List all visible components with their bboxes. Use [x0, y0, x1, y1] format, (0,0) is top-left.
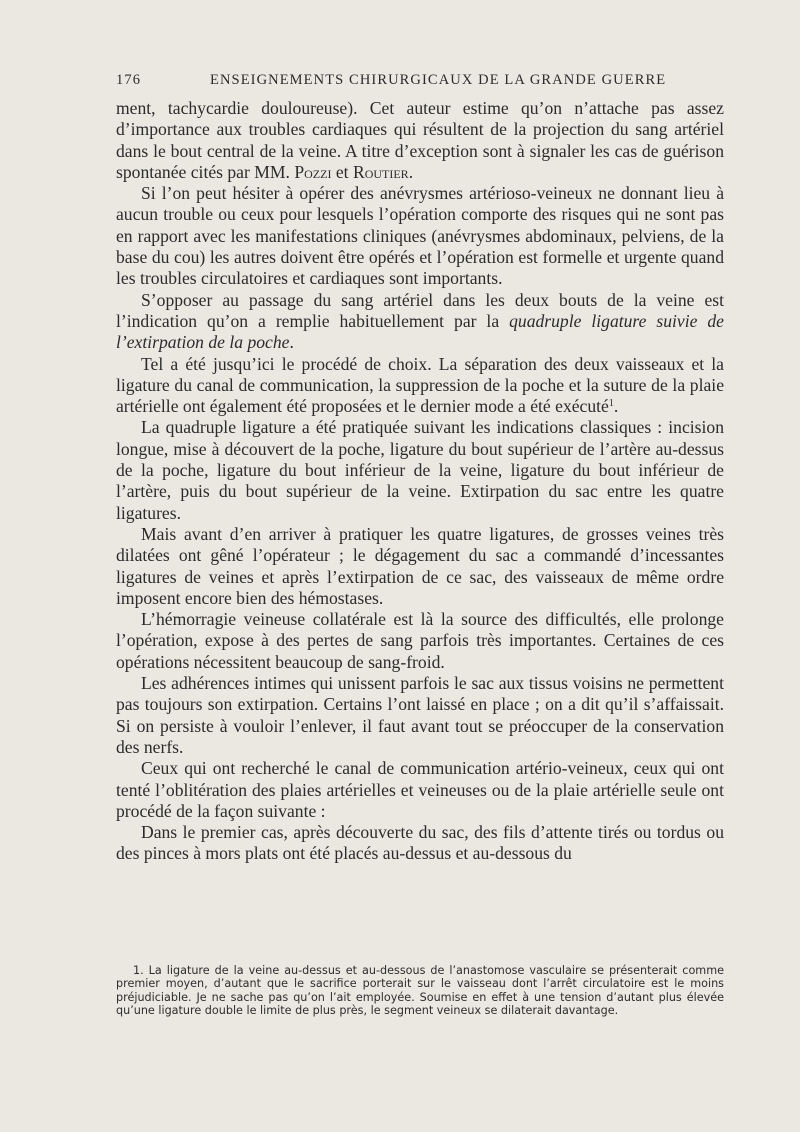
footnote [116, 964, 724, 1017]
paragraph-8: Les adhérences intimes qui unissent parfois le sac aux tissus voisins ne permettent pas toujours son extirpation. Certains l’ont laissé en place ; on a dit qu’il s’affaissait. Si on persiste à vouloir l’enlever, il faut avant tout se préoccuper de la conservation des nerfs. [116, 673, 724, 757]
paragraph-10: Dans le premier cas, après découverte du sac, des fils d’attente tirés ou tordus ou des pinces à mors plats ont été placés au-dessus et au-dessous du [116, 822, 724, 864]
italic-phrase: quadruple ligature suivie de l’extirpation de la poche [116, 310, 724, 353]
paragraph-1: ment, tachycardie douloureuse). Cet auteur estime qu’on n’attache pas assez d’importance aux troubles cardiaques qui résultent de la projection du sang artériel dans le bout central de la veine. A titre d’exception sont à signaler les cas de guérison spontanée cités par MM. Pozzi et Routier. [116, 98, 724, 182]
author-name-pozzi: Pozzi [294, 161, 332, 182]
footnote-text: 1. La ligature de la veine au-dessus et au-dessous de l’anastomose vasculaire se présenterait comme premier moyen, d’autant que le sacrifice porterait sur le vaisseau dont l’arrêt circulatoire est le moins préjudiciable. Je ne sache pas qu’on l’ait employée. Soumise en effet à une tension d’autant plus élevée qu’une ligature double le limite de plus près, le segment veineux se dilaterait davantage. [116, 964, 724, 1017]
running-title: ENSEIGNEMENTS CHIRURGICAUX DE LA GRANDE GUERRE [210, 72, 667, 88]
paragraph-7: L’hémorragie veineuse collatérale est là la source des difficultés, elle prolonge l’opération, expose à des pertes de sang parfois très importantes. Certaines de ces opérations nécessitent beaucoup de sang-froid. [116, 609, 724, 672]
page-number: 176 [116, 72, 142, 88]
author-name-routier: Routier [352, 161, 409, 182]
paragraph-9: Ceux qui ont recherché le canal de communication artério-veineux, ceux qui ont tenté l’oblitération des plaies artérielles et veineuses ou de la plaie artérielle seule ont procédé de la façon suivante : [116, 758, 724, 821]
body-text [116, 98, 724, 865]
paragraph-2: Si l’on peut hésiter à opérer des anévrysmes artérioso-veineux ne donnant lieu à aucun trouble ou ceux pour lesquels l’opération comporte des risques qui ne sont pas en rapport avec les manifestations cliniques (anévrysmes abdominaux, pelviens, de la base du cou) les autres doivent être opérés et l’opération est formelle et urgente quand les troubles circulatoires et cardiaques sont importants. [116, 183, 724, 289]
footnote-ref[interactable]: 1 [608, 398, 614, 410]
paragraph-4: Tel a été jusqu’ici le procédé de choix. La séparation des deux vaisseaux et la ligature du canal de communication, la suppression de la poche et la suture de la plaie artérielle ont également été proposées et le dernier mode a été exécuté$^1$. [116, 353, 724, 417]
paragraph-3: S’opposer au passage du sang artériel dans les deux bouts de la veine est l’indication qu’on a remplie habituellement par la quadruple ligature suivie de l’extirpation de la poche. [116, 289, 724, 353]
paragraph-6: Mais avant d’en arriver à pratiquer les quatre ligatures, de grosses veines très dilatées ont gêné l’opérateur ; le dégagement du sac a commandé d’incessantes ligatures de veines et après l’extirpation de ce sac, des vaisseaux de même ordre imposent encore bien des hémostases. [116, 523, 724, 608]
paragraph-5: La quadruple ligature a été pratiquée suivant les indications classiques : incision longue, mise à découvert de la poche, ligature du bout supérieur de l’artère au-dessus de la poche, ligature du bout inférieur de la veine, ligature du bout inférieur de l’artère, puis du bout supérieur de la veine. Extirpation du sac entre les quatre ligatures. [116, 417, 724, 523]
